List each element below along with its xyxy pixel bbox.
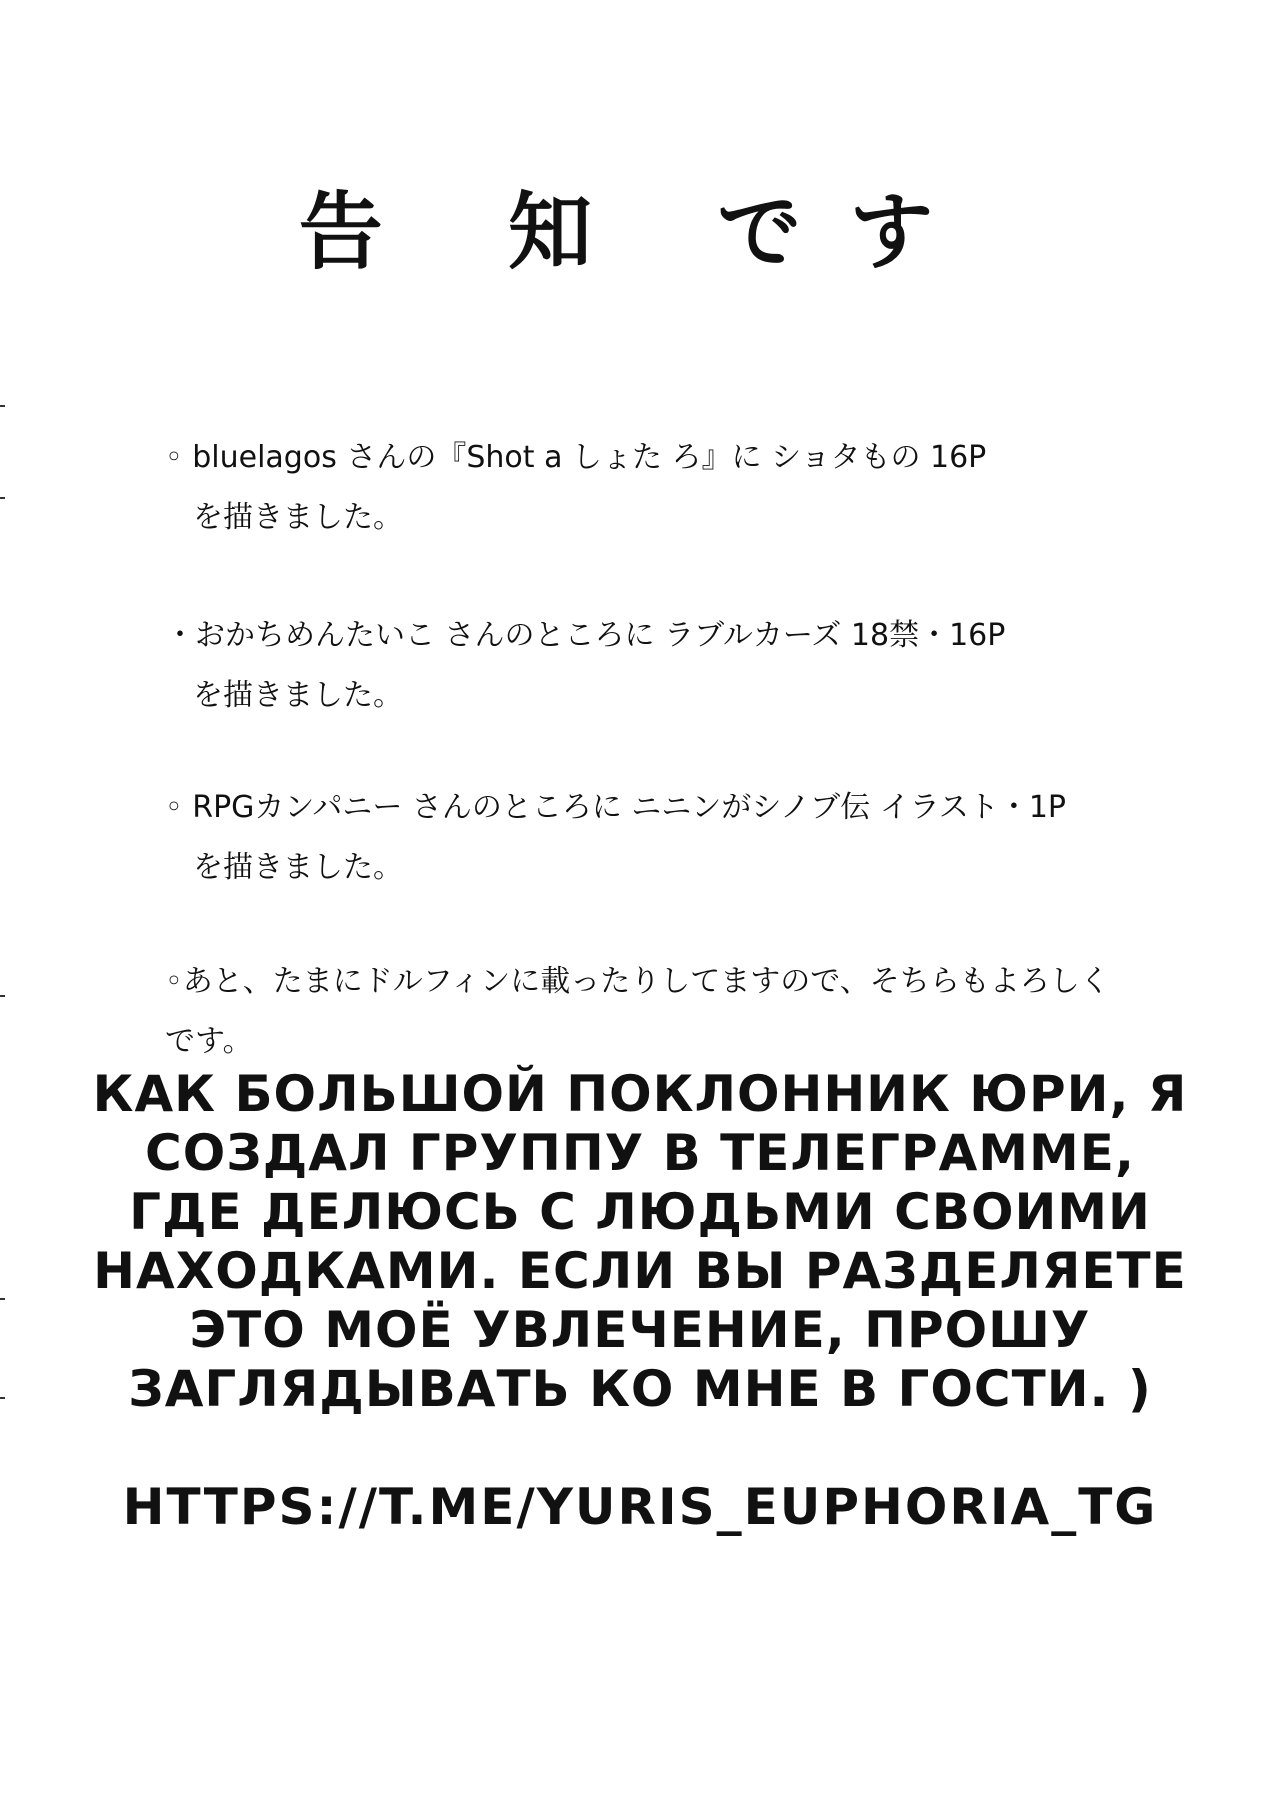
notice-line: ◦あと、たまにドルフィンに載ったりしてますので、そちらもよろしくです。: [165, 964, 1110, 1059]
promo-line: ЗАГЛЯДЫВАТЬ КО МНЕ В ГОСТИ. ): [128, 1360, 1152, 1418]
page-title: 告 知 です: [298, 183, 982, 281]
notice-line: ◦ RPGカンパニー さんのところに ニニンがシノブ伝 イラスト・1P: [165, 790, 1066, 825]
notice-line: を描きました。: [193, 678, 403, 713]
promo-line: СОЗДАЛ ГРУППУ В ТЕЛЕГРАММЕ,: [145, 1124, 1135, 1182]
notice-line: ・おかちめんたいこ さんのところに ラブルカーズ 18禁・16P: [165, 618, 1006, 653]
scan-edge-mark: [0, 405, 5, 407]
scan-edge-mark: [0, 995, 5, 997]
notice-line: を描きました。: [193, 850, 403, 885]
scan-edge-mark: [0, 1397, 5, 1399]
notice-line: ◦ bluelagos さんの『Shot a しょた ろ』に ショタもの 16P: [165, 440, 987, 475]
promo-line: КАК БОЛЬШОЙ ПОКЛОННИК ЮРИ, Я: [92, 1065, 1188, 1123]
notice-item: [165, 778, 1115, 898]
scan-edge-mark: [0, 1298, 5, 1300]
promo-text: [60, 1065, 1220, 1419]
promo-line: ЭТО МОЁ УВЛЕЧЕНИЕ, ПРОШУ: [189, 1301, 1091, 1359]
notice-item: [165, 606, 1115, 726]
scan-edge-mark: [0, 497, 5, 499]
promo-line: НАХОДКАМИ. ЕСЛИ ВЫ РАЗДЕЛЯЕТЕ: [93, 1242, 1187, 1300]
promo-line: ГДЕ ДЕЛЮСЬ С ЛЮДЬМИ СВОИМИ: [129, 1183, 1151, 1241]
telegram-link[interactable]: HTTPS://T.ME/YURIS_EUPHORIA_TG: [122, 1478, 1158, 1536]
notice-item: [165, 952, 1115, 1072]
notice-item: [165, 428, 1115, 548]
notice-line: を描きました。: [193, 500, 403, 535]
